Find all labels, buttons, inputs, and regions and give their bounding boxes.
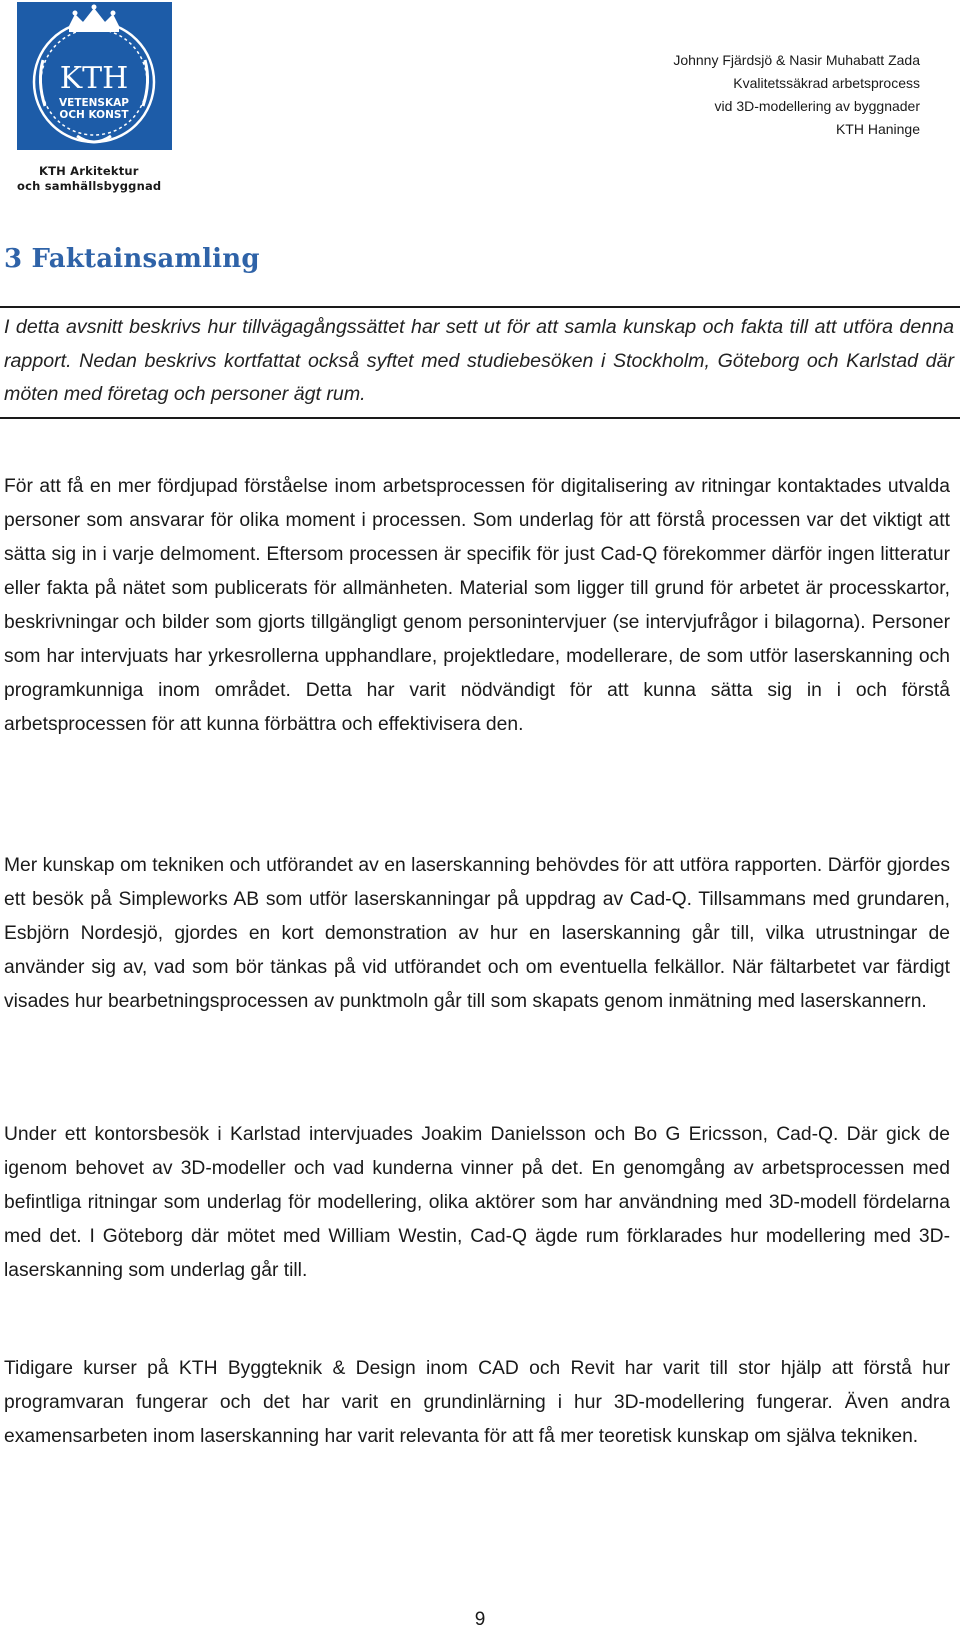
section-intro-box: [0, 306, 960, 419]
header-institution: KTH Haninge: [835, 121, 920, 137]
header-authors: Johnny Fjärdsjö & Nasir Muhabatt Zada: [673, 52, 920, 68]
kth-logo-block: [17, 2, 179, 194]
kth-logo: [17, 2, 172, 150]
kth-seal-icon: [17, 2, 172, 150]
section-intro-text: I detta avsnitt beskrivs hur tillvägagångssättet har sett ut för att samla kunskap och fakta till att utföra denna rapport. Nedan beskrivs kortfattat också syftet med studiebesöken i Stockholm, Göteborg och Karlstad där möten med företag och personer ägt rum.: [4, 316, 954, 406]
body-paragraph: För att få en mer fördjupad förståelse inom arbetsprocessen för digitalisering av ritningar kontaktades utvalda personer som ansvarar för olika moment i processen. Som underlag för att förstå processen var det viktigt att sätta sig in i varje delmoment. Eftersom processen är specifik för just Cad-Q förekommer därför ingen litteratur eller fakta på nätet som publicerats för allmänheten. Material som ligger till grund för arbetet är processkartor, beskrivningar och bilder som gjorts tillgängligt genom personintervjuer (se intervjufrågor i bilagorna). Personer som har intervjuats har yrkesrollerna upphandlare, projektledare, modellerare, de som utför laserskanning och programkunniga inom området. Detta har varit nödvändigt för att kunna sätta sig in i och förstå arbetsprocessen för att kunna förbättra och effektivisera den.: [4, 476, 950, 735]
page-number: 9: [474, 1609, 486, 1630]
running-header: [673, 49, 920, 141]
body-paragraph: Tidigare kurser på KTH Byggteknik & Design inom CAD och Revit har varit till stor hjälp att förstå hur programvaran fungerar och det har varit en grundinlärning i hur 3D-modellering fungerar. Även andra examensarbeten inom laserskanning har varit relevanta för att få mer teoretisk kunskap om själva tekniken.: [4, 1358, 950, 1447]
logo-caption: [17, 164, 179, 194]
header-title-line1: Kvalitetssäkrad arbetsprocess: [733, 75, 920, 91]
body-paragraph: Mer kunskap om tekniken och utförandet av en laserskanning behövdes för att utföra rapporten. Därför gjordes ett besök på Simpleworks AB som utför laserskanningar på uppdrag av Cad-Q. Tillsammans med grundaren, Esbjörn Nordesjö, gjordes en kort demonstration av hur en laserskanning går till, vilka utrustningar de använder sig av, vad som bör tänkas på vid utförandet och om eventuella felkällor. När fältarbetet var färdigt visades hur bearbetningsprocessen av punktmoln går till som skapats genom inmätning med laserskannern.: [4, 855, 950, 1012]
header-title-line2: vid 3D-modellering av byggnader: [714, 98, 920, 114]
section-heading: 3 Faktainsamling: [4, 244, 260, 274]
logo-caption-line2: och samhällsbyggnad: [17, 179, 162, 193]
logo-main-text: KTH: [59, 61, 129, 96]
logo-sub-line2: OCH KONST: [59, 109, 129, 121]
logo-sub-line1: VETENSKAP: [59, 97, 129, 109]
body-paragraph: Under ett kontorsbesök i Karlstad intervjuades Joakim Danielsson och Bo G Ericsson, Cad-Q. Där gick de igenom behovet av 3D-modeller och vad kunderna vinner på det. En genomgång av arbetsprocessen med befintliga ritningar som underlag för modellering, olika aktörer som har användning med 3D-modell fördelarna med det. I Göteborg där mötet med William Westin, Cad-Q ägde rum förklarades hur modellering med 3D-laserskanning som underlag går till.: [4, 1124, 950, 1281]
logo-caption-line1: KTH Arkitektur: [39, 164, 139, 178]
